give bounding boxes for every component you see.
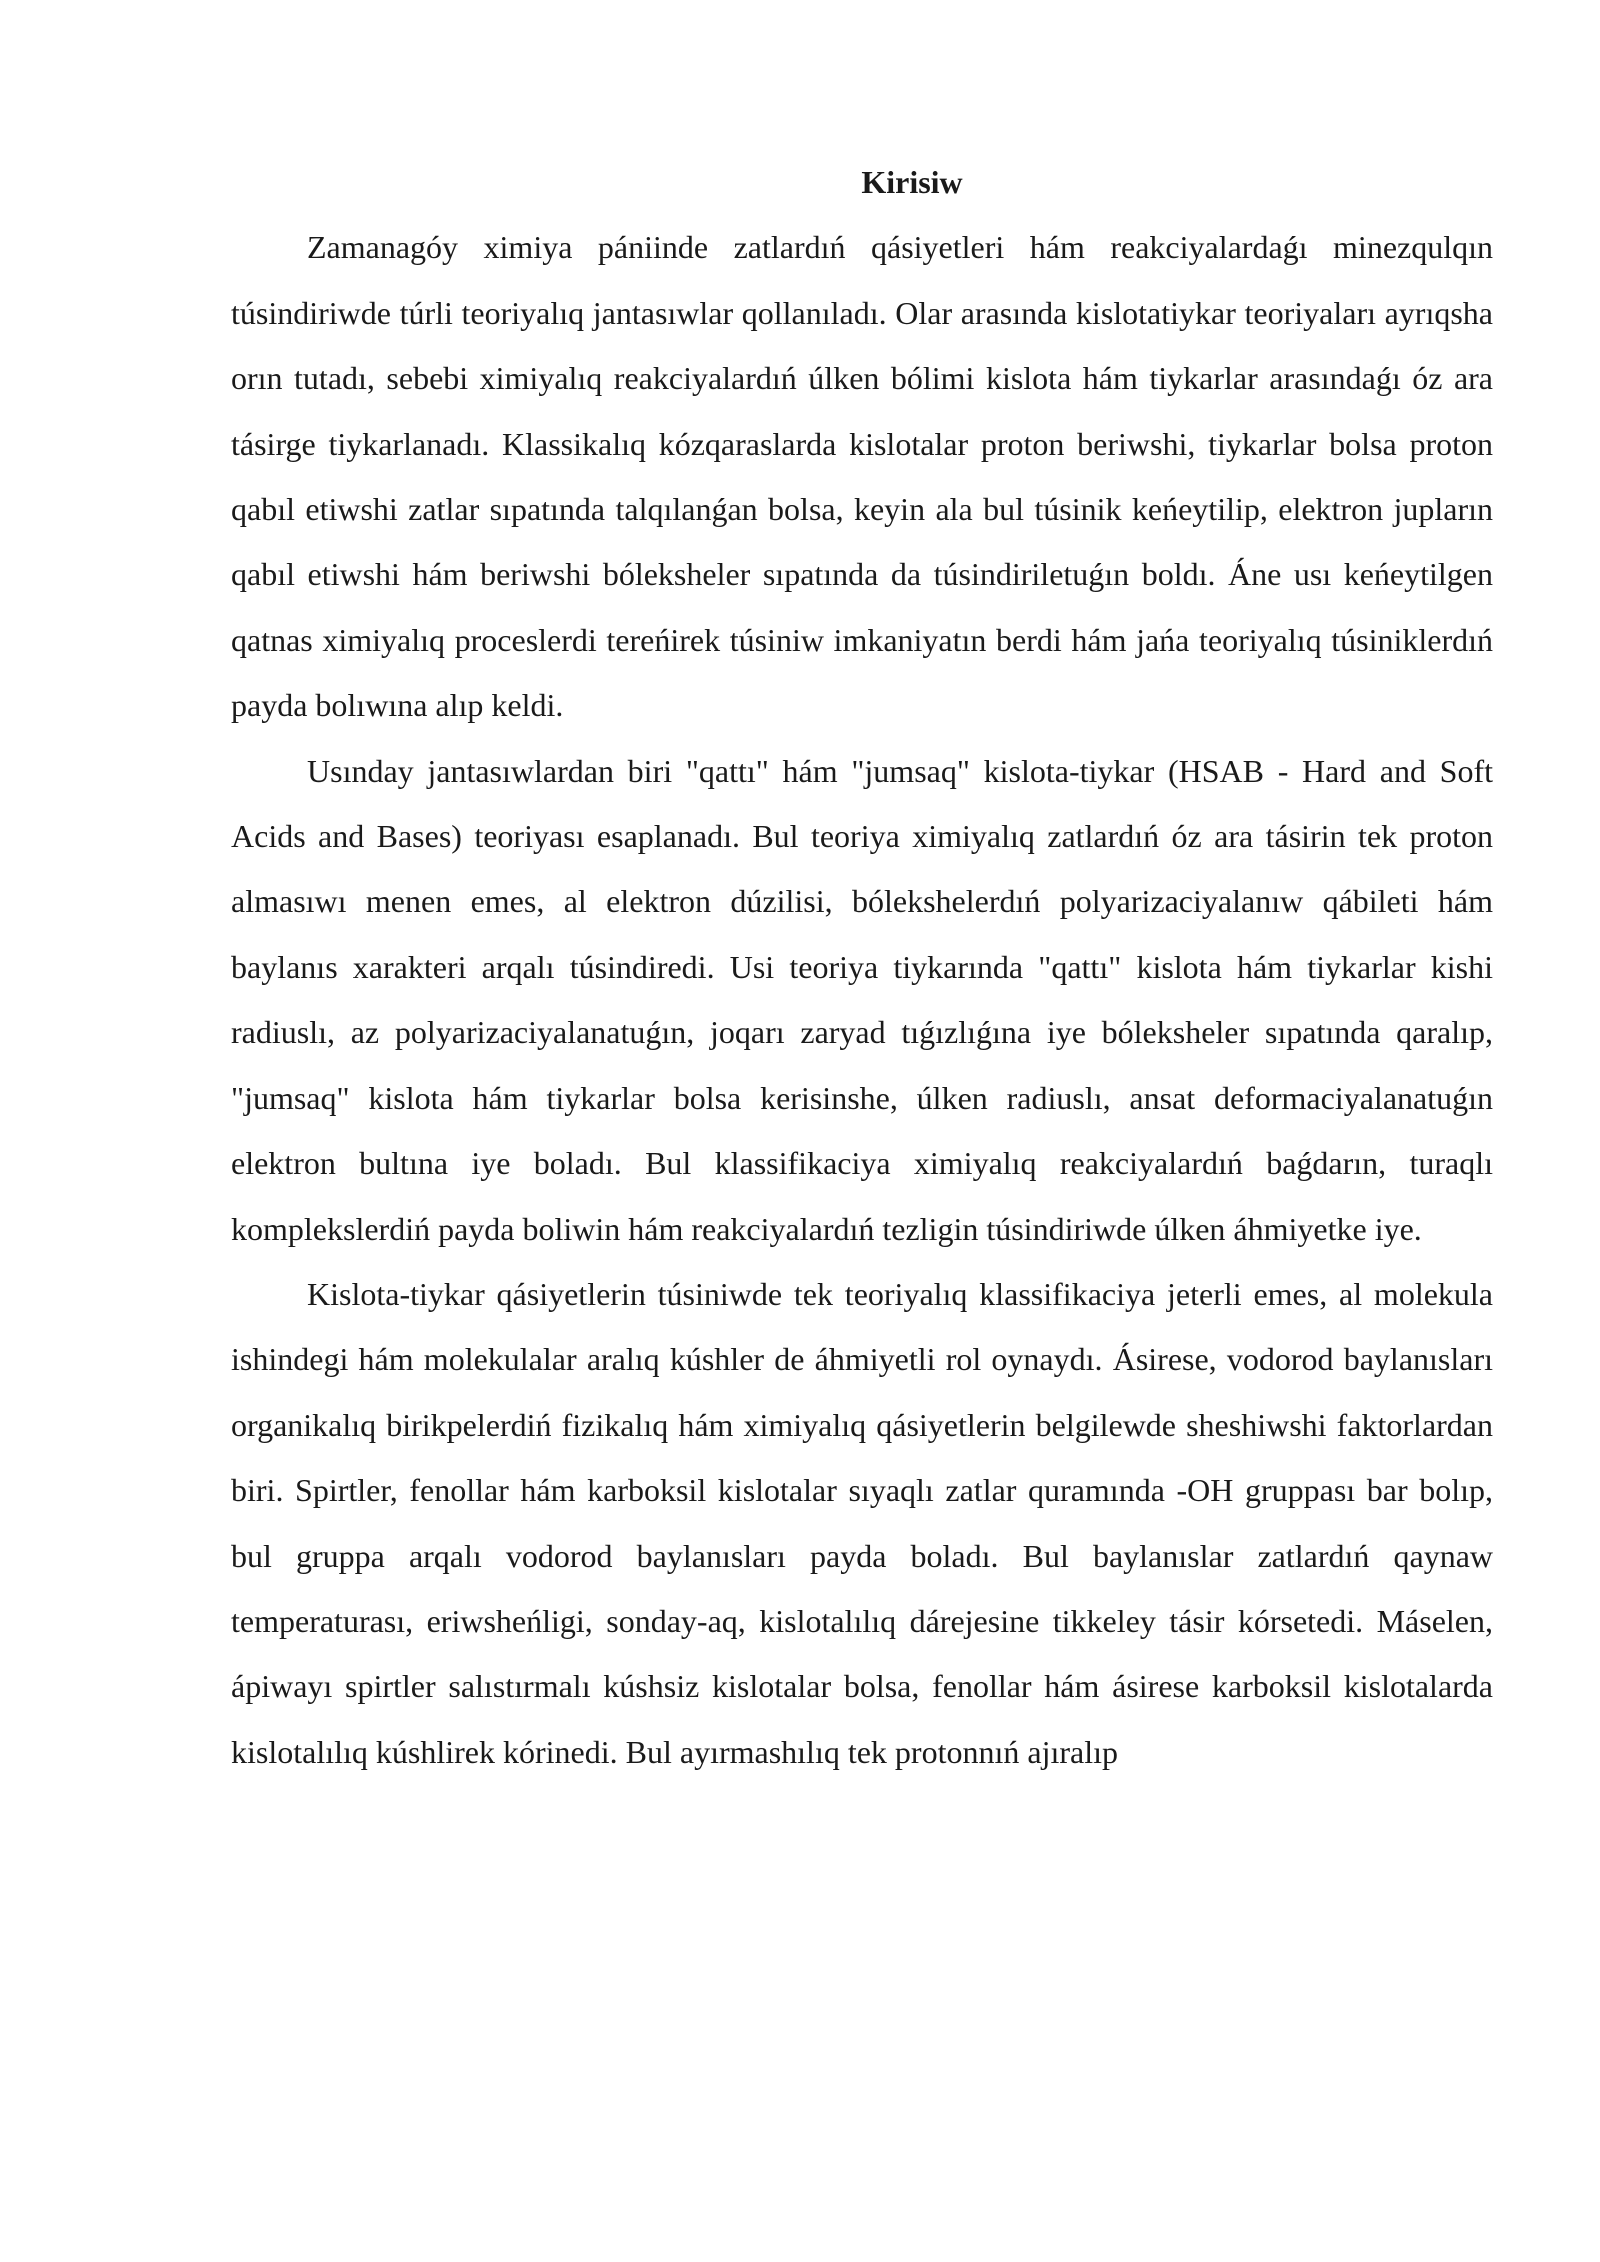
- paragraph-2: Usınday jantasıwlardan biri "qattı" hám "jumsaq" kislota-tiykar (HSAB - Hard and Soft Acids and Bases) teoriyası esaplanadı. Bul teoriya ximiyalıq zatlardıń óz ara tásirin tek proton almasıwı menen emes, al elektron dúzilisi, bólekshelerdıń polyarizaciyalanıw qábileti hám baylanıs xarakteri arqalı túsindiredi. Usi teoriya tiykarında "qattı" kislota hám tiykarlar kishi radiuslı, az polyarizaciyalanatuǵın, joqarı zaryad tıǵızlıǵına iye bóleksheler sıpatında qaralıp, "jumsaq" kislota hám tiykarlar bolsa kerisinshe, úlken radiuslı, ansat deformaciyalanatuǵın elektron bultına iye boladı. Bul klassifikaciya ximiyalıq reakciyalardıń baǵdarın, turaqlı komplekslerdiń payda boliwin hám reakciyalardıń tezligin túsindiriwde úlken áhmiyetke iye.: [231, 752, 1493, 1247]
- paragraph-3: Kislota-tiykar qásiyetlerin túsiniwde tek teoriyalıq klassifikaciya jeterli emes, al molekula ishindegi hám molekulalar aralıq kúshler de áhmiyetli rol oynaydı. Ásirese, vodorod baylanısları organikalıq birikpelerdiń fizikalıq hám ximiyalıq qásiyetlerin belgilewde sheshiwshi faktorlardan biri. Spirtler, fenollar hám karboksil kislotalar sıyaqlı zatlar quramında -OH gruppası bar bolıp, bul gruppa arqalı vodorod baylanısları payda boladı. Bul baylanıslar zatlardıń qaynaw temperaturası, eriwsheńligi, sonday-aq, kislotalılıq dárejesine tikkeley tásir kórsetedi. Máselen, ápiwayı spirtler salıstırmalı kúshsiz kislotalar bolsa, fenollar hám ásirese karboksil kislotalarda kislotalılıq kúshlirek kórinedi. Bul ayırmashılıq tek protonnıń ajıralıp: [231, 1275, 1493, 1770]
- document-body: [231, 150, 1493, 1785]
- paragraph-1: Zamanagóy ximiya pániinde zatlardıń qásiyetleri hám reakciyalardaǵı minezqulqın túsindiriwde túrli teoriyalıq jantasıwlar qollanıladı. Olar arasında kislotatiykar teoriyaları ayrıqsha orın tutadı, sebebi ximiyalıq reakciyalardıń úlken bólimi kislota hám tiykarlar arasındaǵı óz ara tásirge tiykarlanadı. Klassikalıq kózqaraslarda kislotalar proton beriwshi, tiykarlar bolsa proton qabıl etiwshi zatlar sıpatında talqılanǵan bolsa, keyin ala bul túsinik keńeytilip, elektron jupların qabıl etiwshi hám beriwshi bóleksheler sıpatında da túsindiriletuǵın boldı. Áne usı keńeytilgen qatnas ximiyalıq proceslerdi tereńirek túsiniw imkaniyatın berdi hám jańa teoriyalıq túsiniklerdıń payda bolıwına alıp keldi.: [231, 229, 1493, 724]
- page-title: Kirisiw: [861, 164, 963, 200]
